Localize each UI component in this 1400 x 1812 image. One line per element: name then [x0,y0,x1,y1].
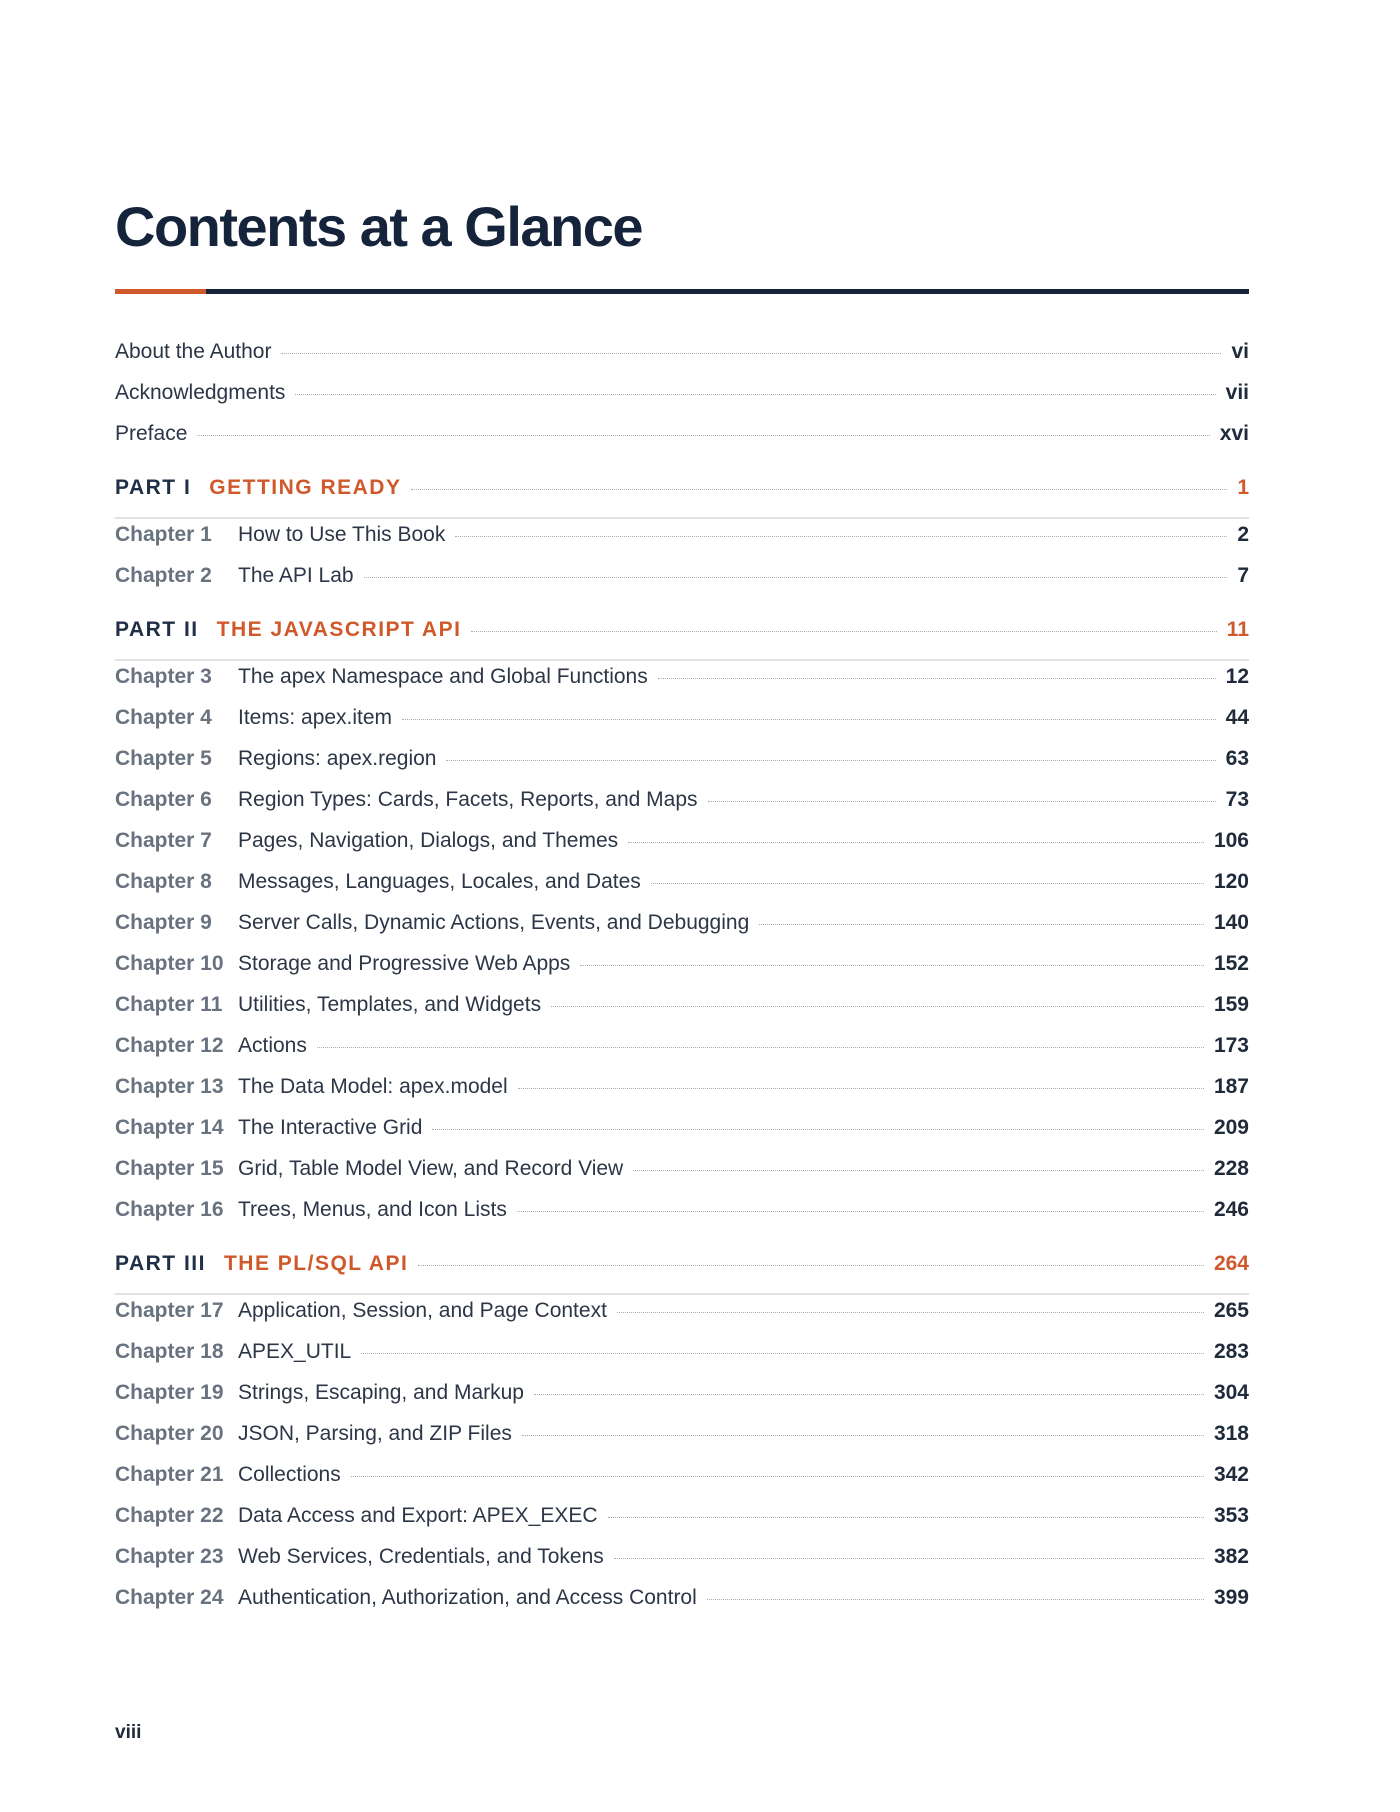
part-title: THE JAVASCRIPT API [216,618,462,641]
chapter-label: Chapter 17 [115,1299,224,1322]
toc-entry-chapter[interactable] [115,523,1249,564]
dot-leader [517,1211,1204,1212]
dot-leader [197,435,1209,436]
chapter-title: Storage and Progressive Web Apps [238,952,571,975]
dot-leader [759,924,1204,925]
chapter-page-number: 7 [1237,564,1249,587]
page-number-folio: viii [115,1722,142,1743]
toc-entry-part[interactable] [115,618,1249,661]
dot-leader [633,1170,1204,1171]
part-label: PART I [115,476,192,499]
toc-entry-chapter[interactable] [115,747,1249,788]
dot-leader [707,1599,1204,1600]
entry-page-number: xvi [1219,422,1249,445]
toc-entry-chapter[interactable] [115,1075,1249,1116]
chapter-page-number: 12 [1225,665,1249,688]
chapter-page-number: 63 [1225,747,1249,770]
toc-entry-chapter[interactable] [115,564,1249,605]
chapter-label: Chapter 23 [115,1545,224,1568]
part-page-number: 11 [1226,618,1249,641]
dot-leader [580,965,1204,966]
chapter-label: Chapter 6 [115,788,212,811]
part-page-number: 1 [1237,476,1249,499]
dot-leader [614,1558,1204,1559]
dot-leader [361,1353,1204,1354]
toc-entry-chapter[interactable] [115,911,1249,952]
chapter-label: Chapter 2 [115,564,212,587]
dot-leader [628,842,1204,843]
dot-leader [608,1517,1204,1518]
title-rule-accent [115,289,206,294]
chapter-title: The API Lab [238,564,354,587]
chapter-page-number: 159 [1213,993,1249,1016]
dot-leader [402,719,1216,720]
dot-leader [518,1088,1204,1089]
chapter-page-number: 73 [1225,788,1249,811]
toc-entry-chapter[interactable] [115,1034,1249,1075]
chapter-title: Grid, Table Model View, and Record View [238,1157,624,1180]
dot-leader [455,536,1227,537]
chapter-page-number: 353 [1213,1504,1249,1527]
chapter-label: Chapter 18 [115,1340,224,1363]
chapter-title: Messages, Languages, Locales, and Dates [238,870,641,893]
chapter-title: Region Types: Cards, Facets, Reports, and Maps [238,788,698,811]
entry-title: About the Author [115,340,272,363]
chapter-title: The apex Namespace and Global Functions [238,665,648,688]
dot-leader [651,883,1204,884]
chapter-title: How to Use This Book [238,523,446,546]
chapter-label: Chapter 8 [115,870,212,893]
toc-entry-chapter[interactable] [115,1422,1249,1463]
chapter-page-number: 120 [1213,870,1249,893]
chapter-page-number: 228 [1213,1157,1249,1180]
chapter-page-number: 106 [1213,829,1249,852]
chapter-label: Chapter 5 [115,747,212,770]
chapter-label: Chapter 21 [115,1463,224,1486]
entry-page-number: vi [1231,340,1249,363]
dot-leader [708,801,1216,802]
chapter-page-number: 246 [1213,1198,1249,1221]
toc-entry-chapter[interactable] [115,706,1249,747]
chapter-label: Chapter 9 [115,911,212,934]
chapter-label: Chapter 15 [115,1157,224,1180]
part-page-number: 264 [1213,1252,1249,1275]
chapter-page-number: 209 [1213,1116,1249,1139]
toc-entry-part[interactable] [115,1252,1249,1295]
chapter-label: Chapter 12 [115,1034,224,1057]
dot-leader [522,1435,1204,1436]
chapter-label: Chapter 3 [115,665,212,688]
chapter-title: Pages, Navigation, Dialogs, and Themes [238,829,619,852]
chapter-label: Chapter 20 [115,1422,224,1445]
chapter-title: The Interactive Grid [238,1116,423,1139]
chapter-page-number: 2 [1237,523,1249,546]
toc-entry-chapter[interactable] [115,870,1249,911]
table-of-contents [115,340,1249,1627]
chapter-label: Chapter 4 [115,706,212,729]
chapter-title: Authentication, Authorization, and Access Control [238,1586,697,1609]
chapter-label: Chapter 13 [115,1075,224,1098]
entry-page-number: vii [1225,381,1249,404]
toc-entry-chapter[interactable] [115,788,1249,829]
chapter-title: Collections [238,1463,341,1486]
chapter-title: Regions: apex.region [238,747,437,770]
toc-entry-chapter[interactable] [115,1340,1249,1381]
chapter-label: Chapter 19 [115,1381,224,1404]
chapter-label: Chapter 10 [115,952,224,975]
toc-entry-chapter[interactable] [115,1299,1249,1340]
toc-entry-chapter[interactable] [115,829,1249,870]
part-title: THE PL/SQL API [223,1252,409,1275]
part-title: GETTING READY [209,476,402,499]
chapter-page-number: 187 [1213,1075,1249,1098]
chapter-label: Chapter 24 [115,1586,224,1609]
chapter-label: Chapter 11 [115,993,223,1016]
dot-leader [364,577,1228,578]
dot-leader [351,1476,1204,1477]
toc-entry-front-matter[interactable] [115,381,1249,422]
toc-entry-chapter[interactable] [115,993,1249,1034]
entry-title: Preface [115,422,188,445]
chapter-page-number: 265 [1213,1299,1249,1322]
dot-leader [281,353,1221,354]
dot-leader [617,1312,1204,1313]
chapter-title: Actions [238,1034,307,1057]
chapter-title: Data Access and Export: APEX_EXEC [238,1504,598,1527]
chapter-title: Strings, Escaping, and Markup [238,1381,524,1404]
chapter-page-number: 140 [1213,911,1249,934]
chapter-title: JSON, Parsing, and ZIP Files [238,1422,512,1445]
chapter-page-number: 152 [1213,952,1249,975]
chapter-title: APEX_UTIL [238,1340,352,1363]
chapter-label: Chapter 14 [115,1116,224,1139]
dot-leader [295,394,1215,395]
toc-entry-chapter[interactable] [115,1545,1249,1586]
chapter-page-number: 304 [1213,1381,1249,1404]
toc-entry-chapter[interactable] [115,1504,1249,1545]
toc-entry-front-matter[interactable] [115,422,1249,463]
chapter-page-number: 399 [1213,1586,1249,1609]
chapter-page-number: 318 [1213,1422,1249,1445]
chapter-title: Utilities, Templates, and Widgets [238,993,542,1016]
chapter-label: Chapter 1 [115,523,212,546]
toc-entry-chapter[interactable] [115,1586,1249,1627]
chapter-page-number: 382 [1213,1545,1249,1568]
chapter-title: Server Calls, Dynamic Actions, Events, and Debugging [238,911,750,934]
dot-leader [551,1006,1204,1007]
entry-title: Acknowledgments [115,381,286,404]
toc-entry-chapter[interactable] [115,952,1249,993]
dot-leader [658,678,1216,679]
toc-entry-chapter[interactable] [115,1116,1249,1157]
dot-leader [418,1265,1204,1266]
dot-leader [446,760,1215,761]
chapter-title: Application, Session, and Page Context [238,1299,607,1322]
toc-entry-chapter[interactable] [115,665,1249,706]
dot-leader [411,489,1227,490]
dot-leader [471,631,1216,632]
toc-entry-part[interactable] [115,476,1249,519]
chapter-page-number: 283 [1213,1340,1249,1363]
chapter-label: Chapter 16 [115,1198,224,1221]
chapter-title: Items: apex.item [238,706,393,729]
toc-entry-front-matter[interactable] [115,340,1249,381]
chapter-title: Web Services, Credentials, and Tokens [238,1545,604,1568]
title-rule [115,289,1249,294]
part-label: PART II [115,618,199,641]
chapter-page-number: 44 [1225,706,1249,729]
page-title: Contents at a Glance [115,195,643,258]
chapter-label: Chapter 7 [115,829,212,852]
toc-entry-chapter[interactable] [115,1157,1249,1198]
toc-entry-chapter[interactable] [115,1463,1249,1504]
dot-leader [534,1394,1204,1395]
dot-leader [317,1047,1204,1048]
chapter-title: The Data Model: apex.model [238,1075,508,1098]
chapter-title: Trees, Menus, and Icon Lists [238,1198,507,1221]
toc-entry-chapter[interactable] [115,1198,1249,1239]
part-label: PART III [115,1252,206,1275]
chapter-label: Chapter 22 [115,1504,224,1527]
chapter-page-number: 173 [1213,1034,1249,1057]
chapter-page-number: 342 [1213,1463,1249,1486]
dot-leader [432,1129,1204,1130]
toc-entry-chapter[interactable] [115,1381,1249,1422]
